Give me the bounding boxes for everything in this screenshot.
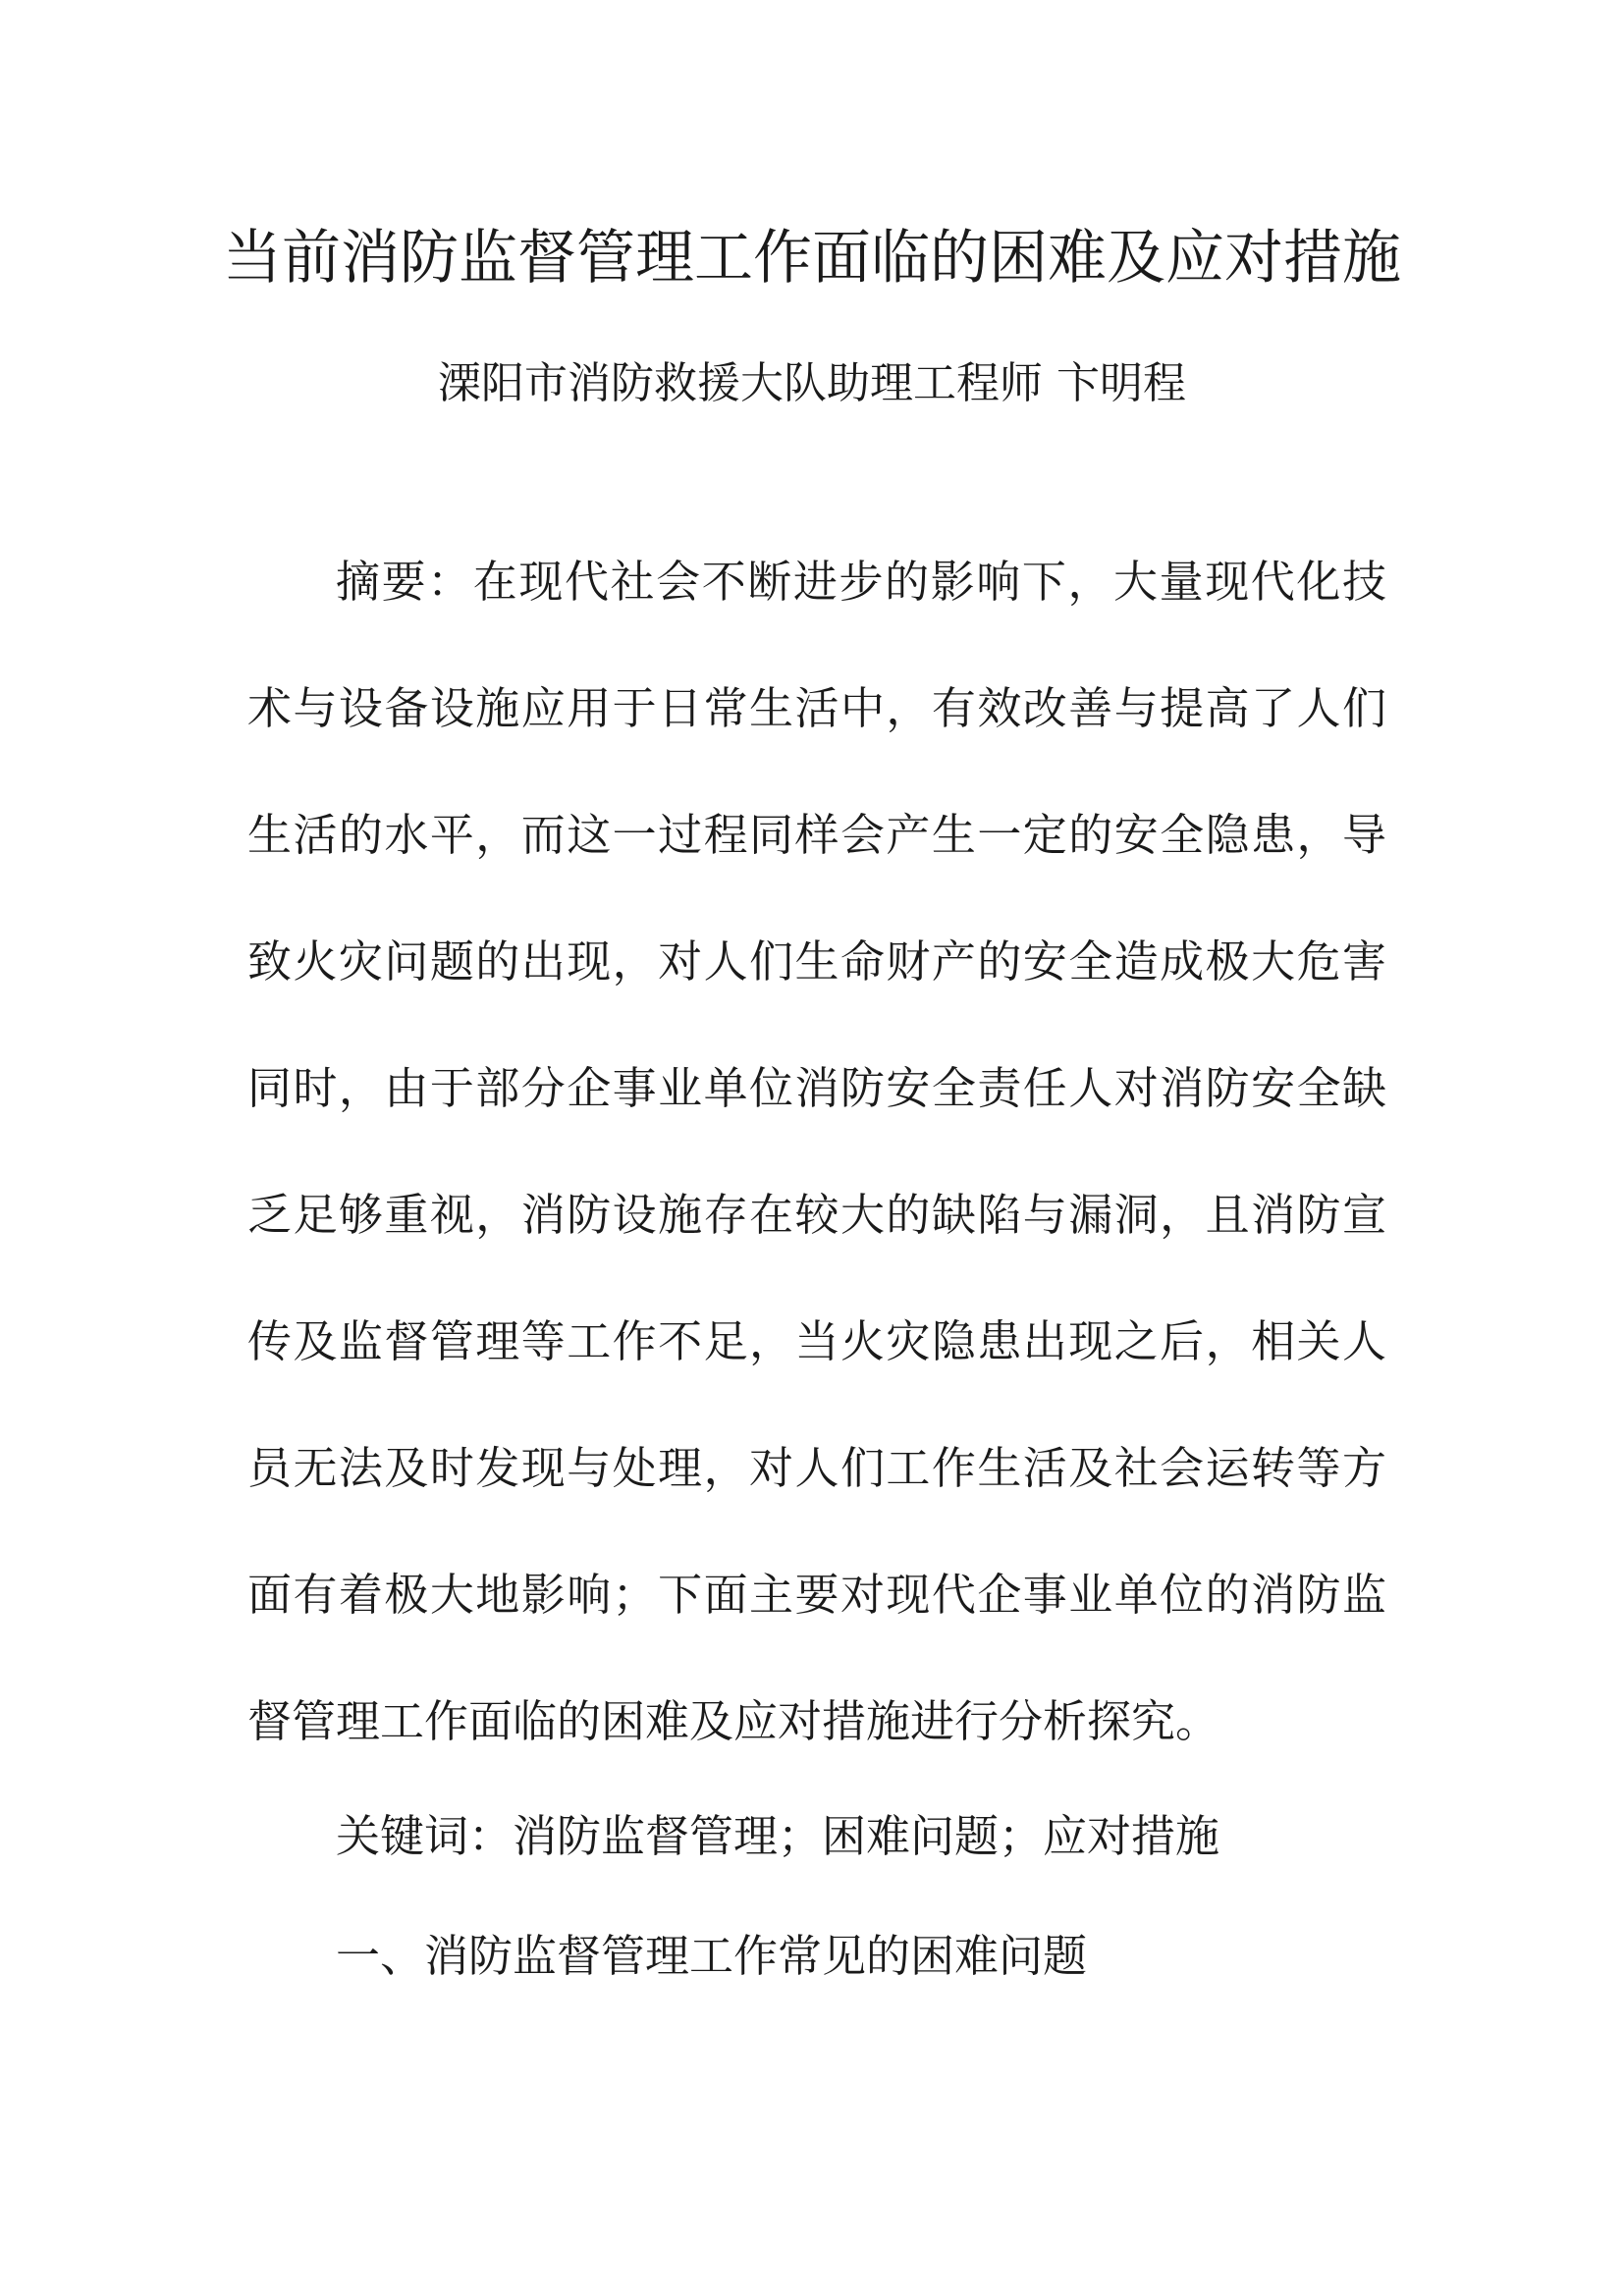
keywords-line: 关键词：消防监督管理；困难问题；应对措施 [336,1810,1220,1862]
author-line: 溧阳市消防救援大队助理工程师 卞明程 [438,358,1186,408]
section-heading: 一、消防监督管理工作常见的困难问题 [336,1930,1088,1982]
abstract-paragraph: 摘要：在现代社会不断进步的影响下，大量现代化技术与设备设施应用于日常生活中，有效改善与提高了人们生活的水平，而这一过程同样会产生一定的安全隐患，导致火灾问题的出现，对人们生命财产的安全造成极大危害同时，由于部分企事业单位消防安全责任人对消防安全缺乏足够重视，消防设施存在较大的缺陷与漏洞，且消防宣传及监督管理等工作不足，当火灾隐患出现之后，相关人员无法及时发现与处理，对人们工作生活及社会运转等方面有着极大地影响；下面主要对现代企事业单位的消防监督管理工作面临的困难及应对措施进行分析探究。 [247,556,1386,1747]
document-title: 当前消防监督管理工作面临的困难及应对措施 [223,224,1401,293]
